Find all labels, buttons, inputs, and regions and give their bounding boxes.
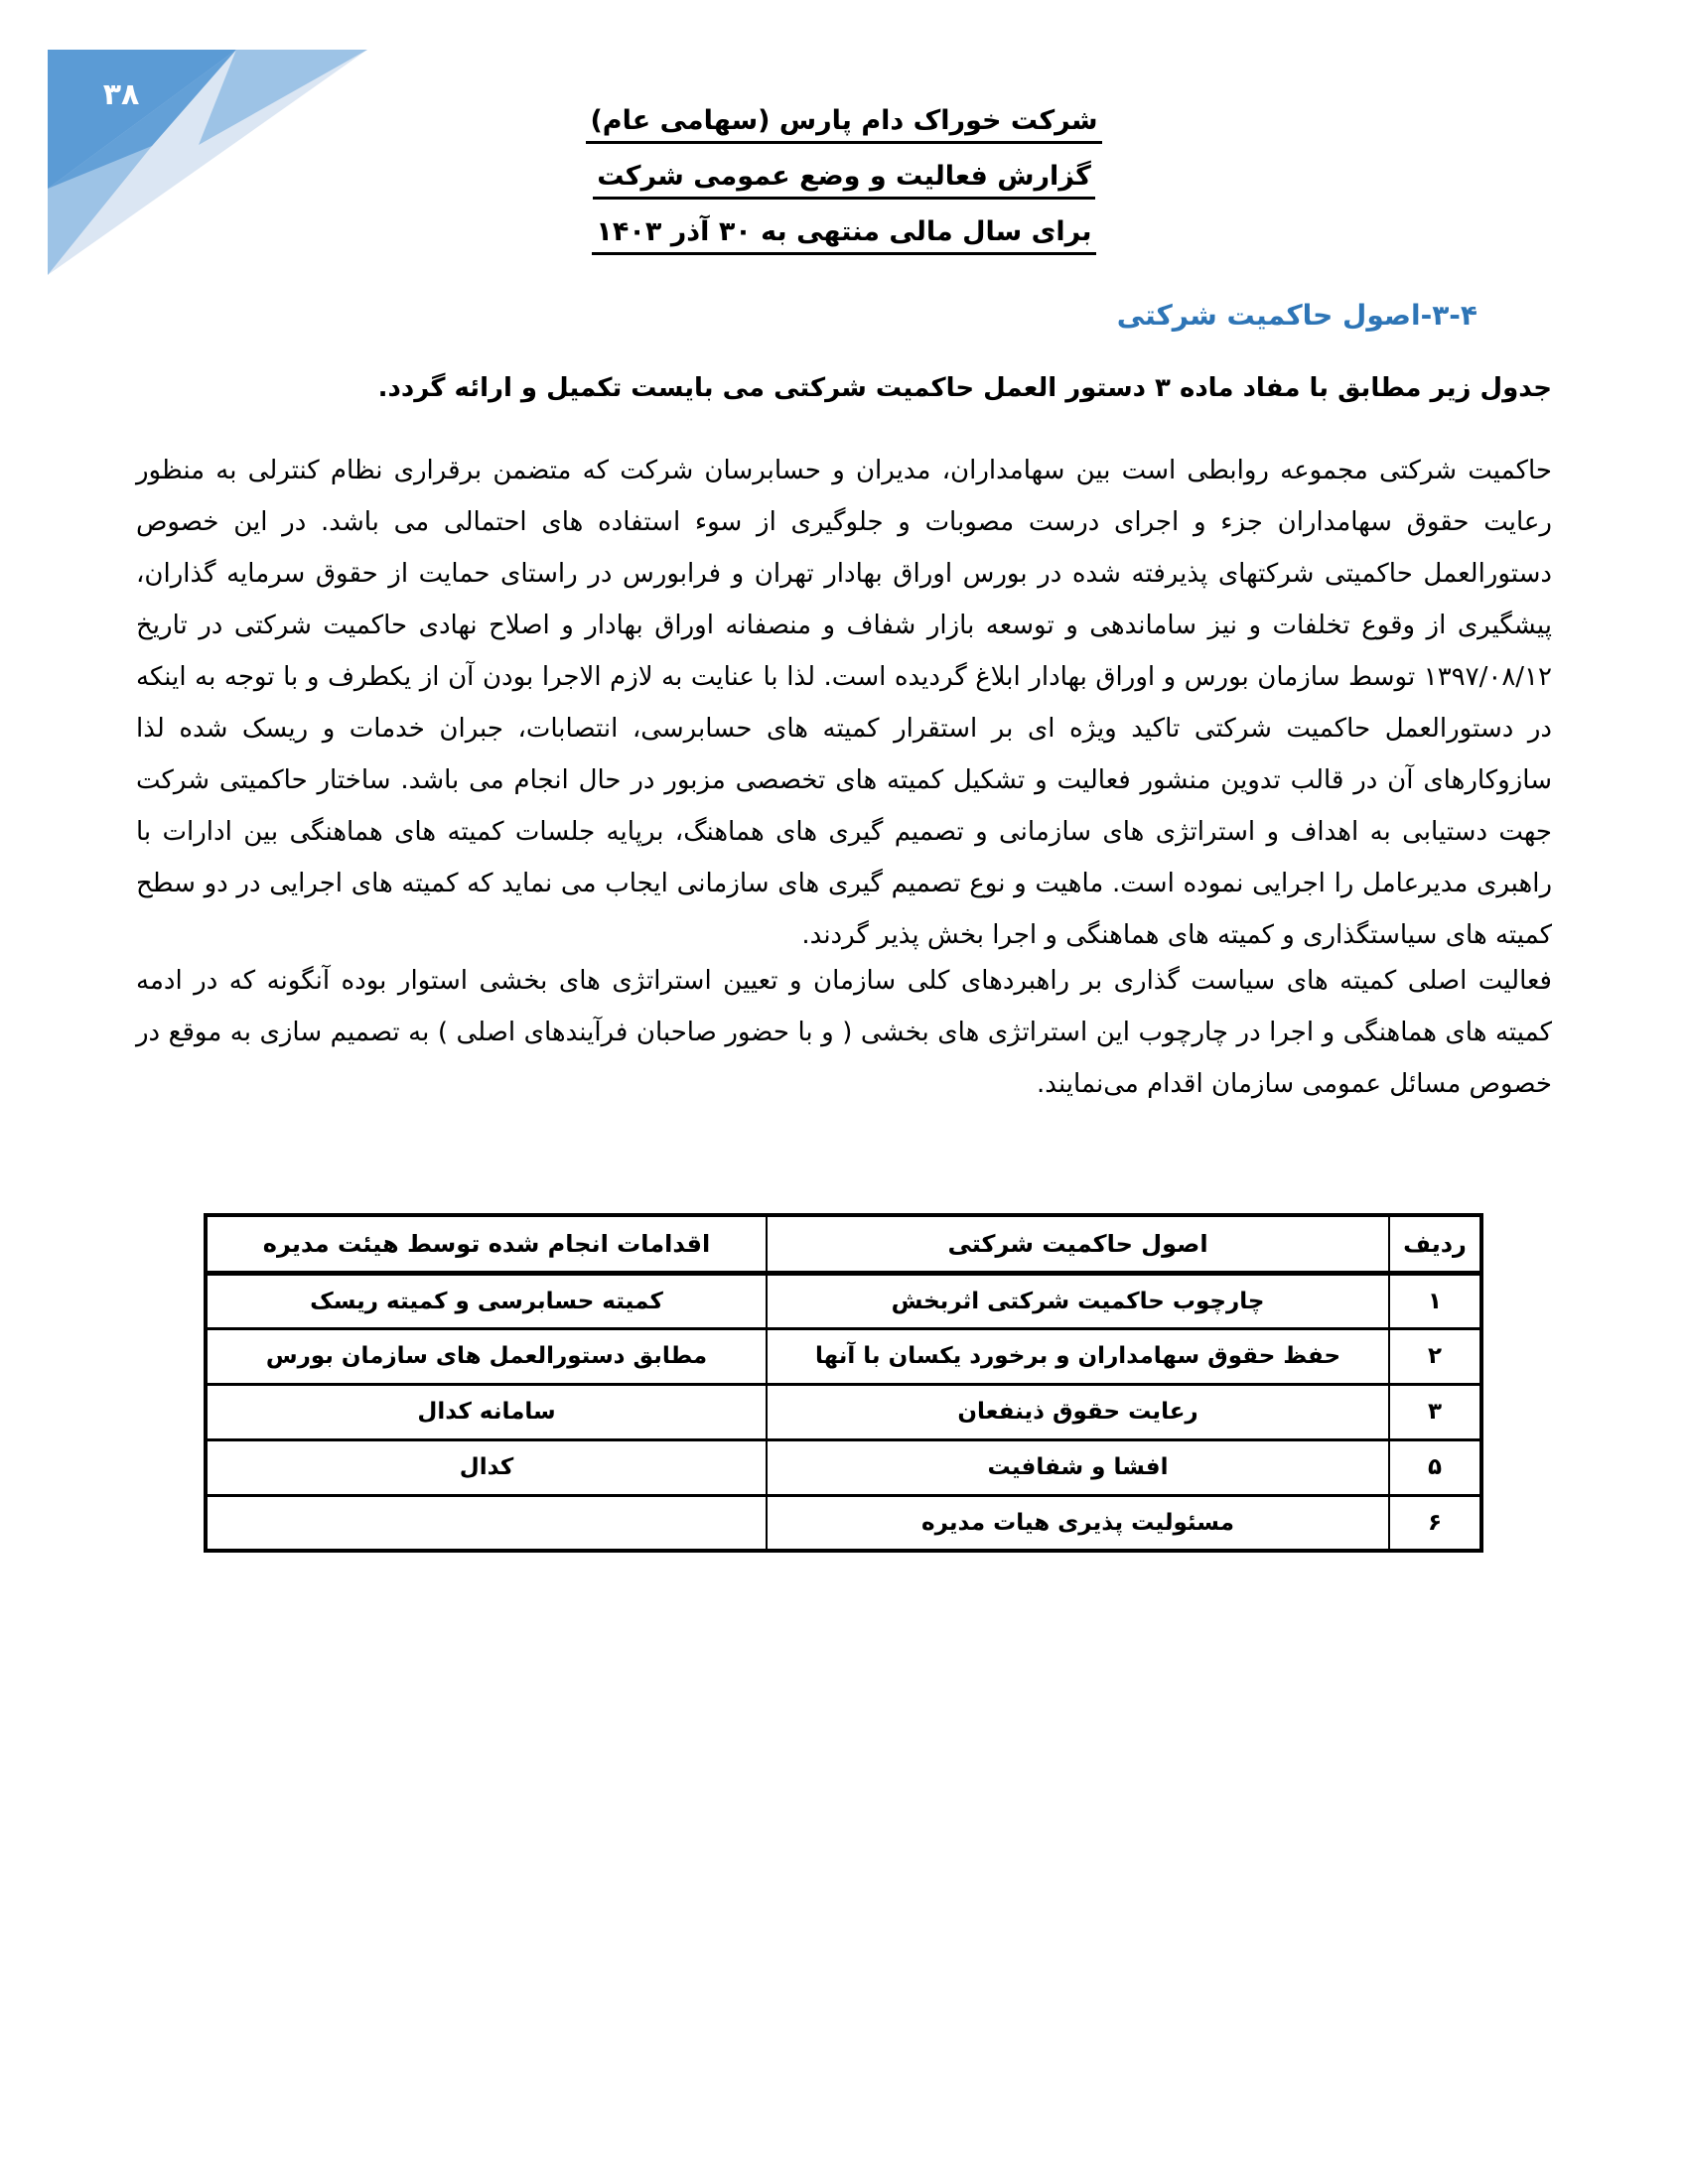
table-row: [206, 1495, 1481, 1551]
section-heading: ۳-۴-اصول حاکمیت شرکتی: [1116, 299, 1477, 332]
table-header-row: [206, 1215, 1481, 1273]
table-cell: چارچوب حاکمیت شرکتی اثربخش: [767, 1273, 1389, 1328]
table-cell: ۳: [1389, 1384, 1481, 1439]
intro-paragraph: جدول زیر مطابق با مفاد ماده ۳ دستور العمل حاکمیت شرکتی می بایست تکمیل و ارائه گردد.: [377, 373, 1552, 403]
col-header-board-actions: اقدامات انجام شده توسط هیئت مدیره: [206, 1215, 767, 1273]
document-header: [0, 93, 1688, 260]
header-line-fiscal-year: برای سال مالی منتهی به ۳۰ آذر ۱۴۰۳: [0, 205, 1688, 260]
body-paragraph-governance: حاکمیت شرکتی مجموعه روابطی است بین سهامداران، مدیران و حسابرسان شرکت که متضمن برقراری نظام کنترلی به منظور رعایت حقوق سهامداران جزء و اجرای درست مصوبات و جلوگیری از سوء استفاده های احتمالی می باشد. در این خصوص دستورالعمل حاکمیتی شرکتهای پذیرفته شده در بورس اوراق بهادار تهران و فرابورس در راستای حمایت از حقوق سرمایه گذاران، پیشگیری از وقوع تخلفات و نیز ساماندهی و توسعه بازار شفاف و منصفانه اوراق بهادار و اصلاح نهادی حاکمیت شرکتی در تاریخ ۱۳۹۷/۰۸/۱۲ توسط سازمان بورس و اوراق بهادار ابلاغ گردیده است. لذا با عنایت به لازم الاجرا بودن آن از یکطرف و با توجه به اینکه در دستورالعمل حاکمیت شرکتی تاکید ویژه ای بر استقرار کمیته های حسابرسی، انتصابات، جبران خدمات و ریسک شده لذا سازوکارهای آن در قالب تدوین منشور فعالیت و تشکیل کمیته های تخصصی مزبور در حال انجام می باشد. ساختار حاکمیتی شرکت جهت دستیابی به اهداف و استراتژی های سازمانی و تصمیم گیری های هماهنگ، برپایه جلسات کمیته های هماهنگی بین ادارات با راهبری مدیرعامل را اجرایی نموده است. ماهیت و نوع تصمیم گیری های سازمانی ایجاب می نماید که کمیته های اجرایی در دو سطح کمیته های سیاستگذاری و کمیته های هماهنگی و اجرا بخش پذیر گردند.: [136, 456, 1552, 950]
table-body: [206, 1273, 1481, 1551]
table-cell: افشا و شفافیت: [767, 1439, 1389, 1495]
col-header-principles: اصول حاکمیت شرکتی: [767, 1215, 1389, 1273]
body-paragraph-committees: فعالیت اصلی کمیته های سیاست گذاری بر راهبردهای کلی سازمان و تعیین استراتژی های بخشی استوار بوده آنگونه که در ادمه کمیته های هماهنگی و اجرا در چارچوب این استراتژی های بخشی ( و با حضور صاحبان فرآیندهای اصلی ) به تصمیم سازی به موقع در خصوص مسائل عمومی سازمان اقدام می‌نمایند.: [136, 966, 1552, 1099]
table-cell: [206, 1495, 767, 1551]
table-cell: رعایت حقوق ذینفعان: [767, 1384, 1389, 1439]
table-cell: حفظ حقوق سهامداران و برخورد یکسان با آنها: [767, 1328, 1389, 1384]
page-number: ۳۸: [102, 77, 140, 112]
table-cell: مسئولیت پذیری هیات مدیره: [767, 1495, 1389, 1551]
table-row: [206, 1439, 1481, 1495]
table-cell: ۶: [1389, 1495, 1481, 1551]
table-cell: ۱: [1389, 1273, 1481, 1328]
col-header-row-number: ردیف: [1389, 1215, 1481, 1273]
table-row: [206, 1273, 1481, 1328]
table-cell: ۵: [1389, 1439, 1481, 1495]
table-cell: مطابق دستورالعمل های سازمان بورس: [206, 1328, 767, 1384]
table-cell: کمیته حسابرسی و کمیته ریسک: [206, 1273, 767, 1328]
table-row: [206, 1384, 1481, 1439]
table-cell: کدال: [206, 1439, 767, 1495]
table-cell: ۲: [1389, 1328, 1481, 1384]
header-line-company: شرکت خوراک دام پارس (سهامی عام): [0, 93, 1688, 149]
header-line-report-title: گزارش فعالیت و وضع عمومی شرکت: [0, 149, 1688, 205]
table-cell: سامانه کدال: [206, 1384, 767, 1439]
table-row: [206, 1328, 1481, 1384]
governance-principles-table: [204, 1213, 1483, 1553]
